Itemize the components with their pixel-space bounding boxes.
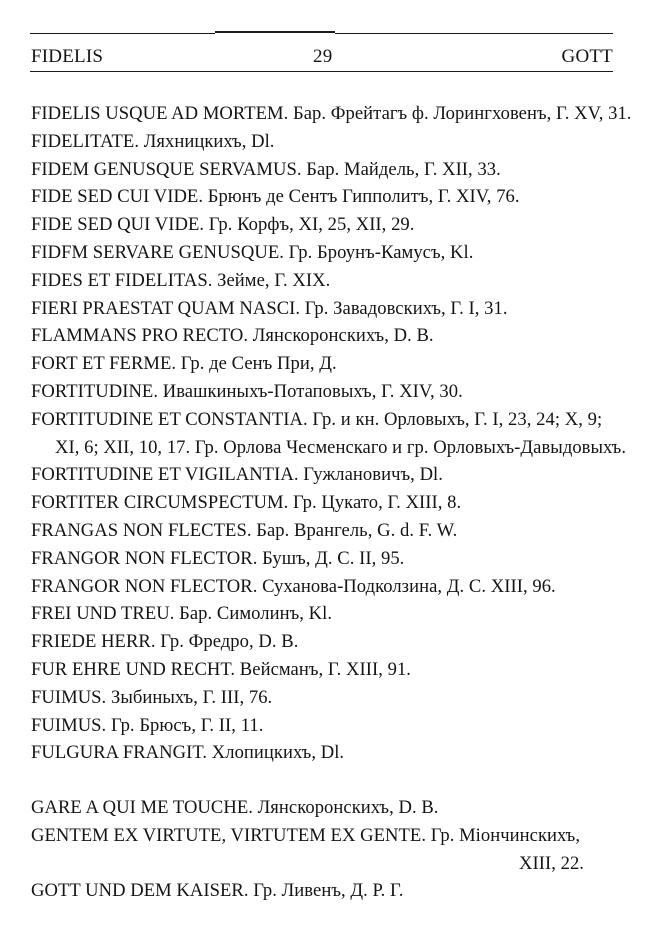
motto-entry: FORTITER CIRCUMSPECTUM. Гр. Цукато, Г. XIII, 8.	[31, 492, 462, 514]
top-rule-right	[335, 33, 613, 34]
motto-list-f	[31, 100, 632, 767]
motto-entry: FRANGAS NON FLECTES. Бар. Врангель, G. d. F. W.	[31, 519, 458, 541]
motto-entry: FIDFM SERVARE GENUSQUE. Гр. Броунъ-Камусъ, Kl.	[31, 241, 474, 263]
motto-entry: GOTT UND DEM KAISER. Гр. Ливенъ, Д. Р. Г.	[31, 880, 404, 902]
motto-entry-continuation: XI, 6; XII, 10, 17. Гр. Орлова Чесменскаго и гр. Орловыхъ-Давыдовыхъ.	[55, 436, 627, 458]
header-rule	[30, 71, 613, 72]
motto-entry: FIDE SED CUI VIDE. Брюнъ де Сентъ Гипполитъ, Г. XIV, 76.	[31, 186, 520, 208]
top-rule-left	[30, 33, 215, 34]
motto-entry: FIDES ET FIDELITAS. Зейме, Г. XIX.	[31, 269, 331, 291]
motto-entry: FORT ET FERME. Гр. де Сенъ При, Д.	[31, 353, 337, 375]
motto-entry: FRIEDE HERR. Гр. Фредро, D. B.	[31, 631, 299, 653]
running-head-left: FIDELIS	[31, 46, 104, 67]
motto-entry: FRANGOR NON FLECTOR. Суханова-Подколзина, Д. С. XIII, 96.	[31, 575, 556, 597]
motto-entry: FULGURA FRANGIT. Хлопицкихъ, Dl.	[31, 742, 345, 764]
motto-entry: FLAMMANS PRO RECTO. Лянскоронскихъ, D. B.	[31, 325, 434, 347]
motto-entry: FORTITUDINE. Ивашкиныхъ-Потаповыхъ, Г. XIV, 30.	[31, 380, 463, 402]
motto-entry: FIDEM GENUSQUE SERVAMUS. Бар. Майдель, Г. XII, 33.	[31, 158, 501, 180]
motto-entry: FUIMUS. Гр. Брюсъ, Г. II, 11.	[31, 714, 264, 736]
top-rule-center	[215, 31, 335, 33]
motto-entry: FORTITUDINE ET CONSTANTIA. Гр. и кн. Орловыхъ, Г. I, 23, 24; X, 9;	[31, 408, 603, 430]
motto-entry: FRANGOR NON FLECTOR. Бушъ, Д. С. II, 95.	[31, 547, 405, 569]
motto-entry: FIERI PRAESTAT QUAM NASCI. Гр. Завадовскихъ, Г. I, 31.	[31, 297, 508, 319]
running-head-right: GOTT	[561, 46, 613, 67]
motto-entry: FUIMUS. Зыбиныхъ, Г. III, 76.	[31, 686, 273, 708]
motto-list-g	[31, 794, 616, 905]
motto-entry: FIDELIS USQUE AD MORTEM. Бар. Фрейтагъ ф. Лорингховенъ, Г. XV, 31.	[31, 103, 632, 124]
motto-entry: FIDE SED QUI VIDE. Гр. Корфъ, XI, 25, XII, 29.	[31, 214, 415, 236]
motto-entry: FUR EHRE UND RECHT. Вейсманъ, Г. XIII, 91.	[31, 658, 412, 680]
page-number: 29	[313, 46, 333, 67]
motto-entry: GENTEM EX VIRTUTE, VIRTUTEM EX GENTE. Гр. Міончинскихъ,	[31, 824, 581, 846]
motto-entry: FORTITUDINE ET VIGILANTIA. Гужлановичъ, Dl.	[31, 464, 443, 486]
motto-entry: FIDELITATE. Ляхницкихъ, Dl.	[31, 130, 275, 152]
motto-entry: GARE A QUI ME TOUCHE. Лянскоронскихъ, D. B.	[31, 797, 439, 818]
motto-entry-continuation: XIII, 22.	[519, 852, 584, 874]
motto-entry: FREI UND TREU. Бар. Симолинъ, Kl.	[31, 603, 333, 625]
